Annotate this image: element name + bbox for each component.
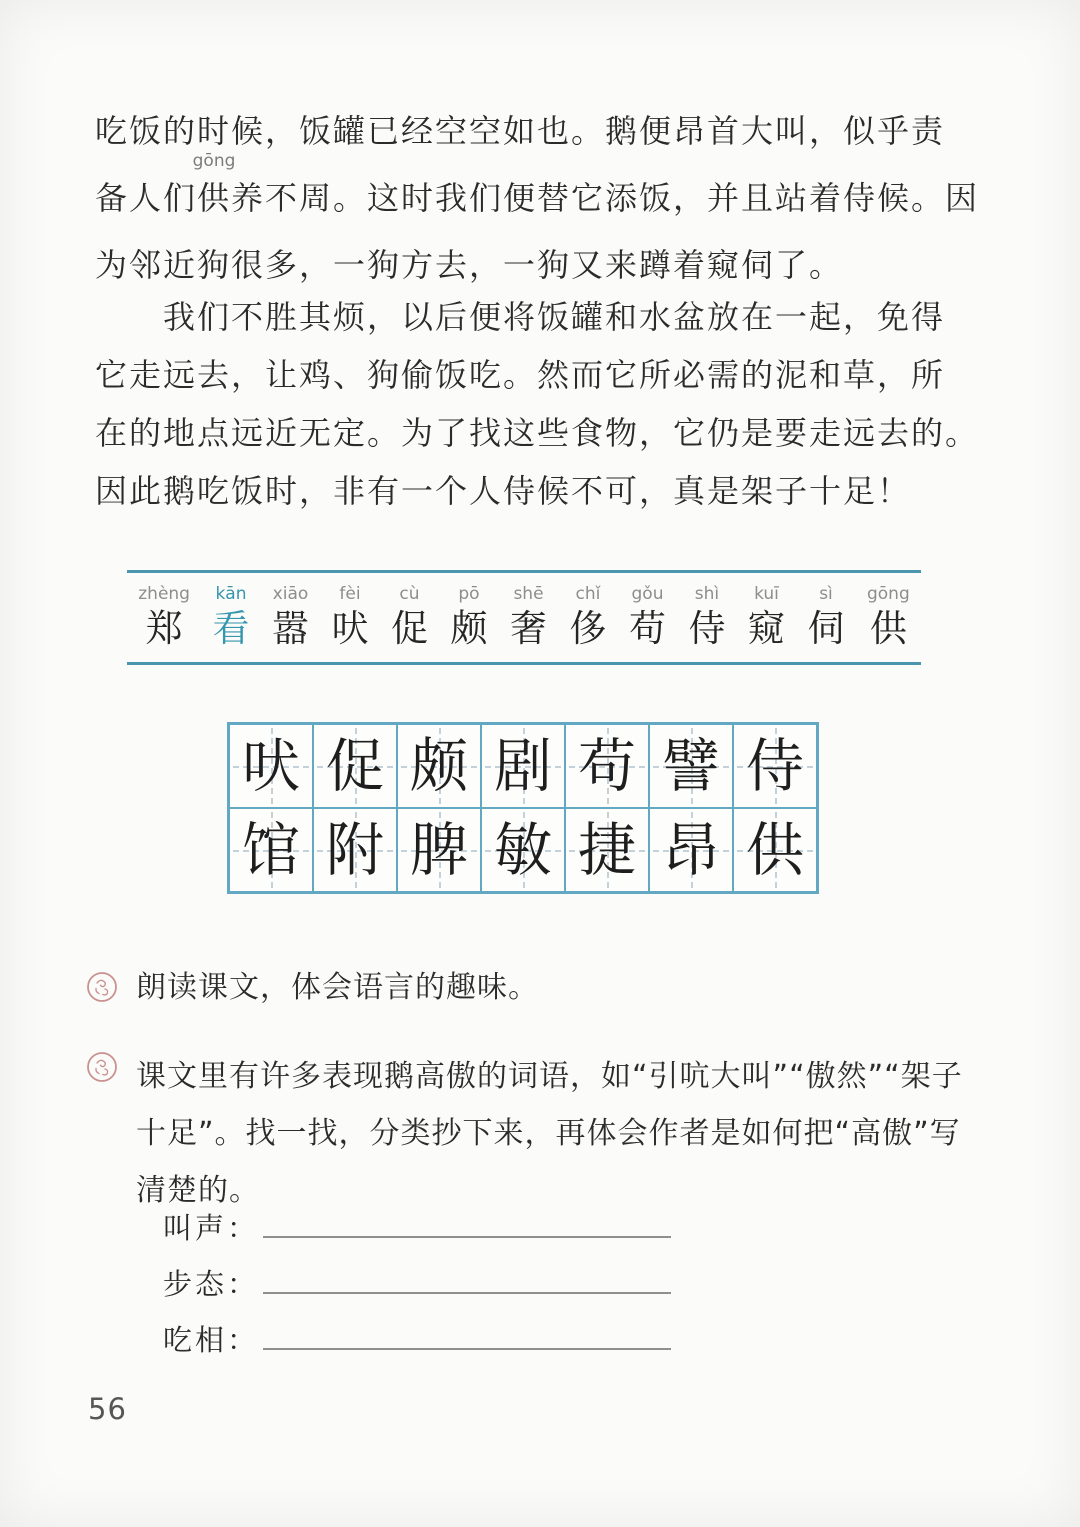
word-item (807, 583, 844, 653)
text-line: 它走远去，让鸡、狗偷饭吃。然而它所必需的泥和草，所 (95, 356, 946, 394)
grid-char: 譬 (661, 732, 720, 800)
fill-in-label: 吃相： (163, 1323, 260, 1357)
paragraph-2 (95, 288, 980, 520)
exercise-text: 朗读课文，体会语言的趣味。 (136, 970, 539, 1005)
pinyin-annotation: gōng (192, 151, 236, 171)
word-char: 供 (869, 607, 907, 650)
word-char: 窥 (747, 607, 785, 650)
word-item (569, 583, 606, 653)
word-pinyin: xiāo (272, 584, 309, 604)
grid-char: 捷 (577, 816, 636, 884)
word-item (510, 583, 547, 653)
text-segment: 备人们 (95, 179, 198, 217)
word-char: 奢 (509, 607, 547, 650)
grid-char: 颇 (409, 732, 468, 800)
text-line: 十足”。找一找，分类抄下来，再体会作者是如何把“高傲”写 (136, 1116, 961, 1151)
word-char: 侍 (688, 607, 726, 650)
grid-char: 吠 (241, 732, 300, 800)
page-number: 56 (88, 1392, 127, 1426)
blank-line (263, 1200, 671, 1238)
word-char: 看 (212, 607, 250, 650)
word-char: 促 (390, 607, 428, 650)
exercise-text (136, 1048, 963, 1219)
grid-char: 脾 (409, 816, 468, 884)
word-pinyin: chǐ (575, 584, 601, 604)
grid-cell (565, 808, 649, 892)
word-item (748, 583, 785, 653)
fill-in-row (163, 1312, 671, 1368)
spiral-ornament-icon (86, 1051, 118, 1083)
grid-cell (481, 724, 565, 808)
grid-char: 昂 (661, 816, 720, 884)
word-item (867, 583, 910, 653)
word-item (688, 583, 725, 653)
word-char: 嚣 (271, 607, 309, 650)
grid-cell (229, 724, 313, 808)
grid-char: 促 (325, 732, 384, 800)
blank-line (263, 1256, 671, 1294)
word-char: 吠 (331, 607, 369, 650)
grid-cell (565, 724, 649, 808)
grid-cell (649, 724, 733, 808)
grid-char: 供 (745, 816, 804, 884)
grid-cell (733, 808, 817, 892)
text-line: 课文里有许多表现鹅高傲的词语，如“引吭大叫”“傲然”“架子 (136, 1059, 963, 1094)
word-item-highlighted (212, 583, 249, 653)
word-item (272, 583, 309, 653)
grid-char: 侍 (745, 732, 804, 800)
word-item (629, 583, 666, 653)
writing-grid (227, 722, 819, 894)
grid-cell (733, 724, 817, 808)
exercise-item-1 (86, 968, 539, 1008)
text-line: 吃饭的时候，饭罐已经空空如也。鹅便昂首大叫，似乎责 (95, 112, 946, 150)
word-item (450, 583, 487, 653)
text-line: 在的地点远近无定。为了找这些食物，它仍是要走远去的。 (95, 414, 980, 452)
grid-char: 附 (325, 816, 384, 884)
fill-in-label: 叫声： (163, 1211, 260, 1245)
spiral-ornament-icon (86, 971, 118, 1003)
word-pinyin: gǒu (631, 584, 664, 604)
word-char: 伺 (807, 607, 845, 650)
grid-cell (397, 724, 481, 808)
text-line: 因此鹅吃饭时，非有一个人侍候不可，真是架子十足！ (95, 472, 912, 510)
fill-in-section (163, 1200, 671, 1368)
grid-cell (229, 808, 313, 892)
text-line (95, 151, 980, 232)
text-line: 为邻近狗很多，一狗方去，一狗又来蹲着窥伺了。 (95, 246, 844, 284)
word-pinyin: kān (215, 584, 247, 604)
grid-cell (481, 808, 565, 892)
text-segment: 养不周。这时我们便替它添饭，并且站着侍候。因 (231, 179, 980, 217)
word-pinyin: pō (458, 584, 480, 604)
word-pinyin: cù (399, 584, 420, 604)
character: 供 (197, 179, 232, 217)
word-pinyin: gōng (866, 584, 910, 604)
annotated-character (192, 151, 236, 232)
exercise-item-2 (86, 1048, 963, 1219)
word-item (138, 583, 190, 653)
word-pinyin: zhèng (138, 584, 190, 604)
grid-cell (313, 808, 397, 892)
fill-in-label: 步态： (163, 1267, 260, 1301)
grid-cell (313, 724, 397, 808)
new-words-box (127, 570, 921, 665)
word-char: 颇 (450, 607, 488, 650)
word-item (331, 583, 368, 653)
grid-char: 苟 (577, 732, 636, 800)
word-pinyin: shē (513, 584, 544, 604)
word-pinyin: fèi (339, 584, 361, 604)
grid-char: 敏 (493, 816, 552, 884)
grid-char: 剧 (493, 732, 552, 800)
word-char: 侈 (569, 607, 607, 650)
word-pinyin: sì (819, 584, 833, 604)
grid-char: 馆 (241, 816, 300, 884)
paragraph-1 (95, 98, 980, 299)
grid-cell (397, 808, 481, 892)
fill-in-row (163, 1200, 671, 1256)
word-pinyin: shì (694, 584, 720, 604)
word-char: 苟 (628, 607, 666, 650)
blank-line (263, 1312, 671, 1350)
fill-in-row (163, 1256, 671, 1312)
text-line: 我们不胜其烦，以后便将饭罐和水盆放在一起，免得 (163, 298, 946, 336)
text-line: 清楚的。 (136, 1173, 260, 1208)
grid-cell (649, 808, 733, 892)
word-char: 郑 (145, 607, 183, 650)
word-item (391, 583, 428, 653)
word-pinyin: kuī (754, 584, 779, 604)
